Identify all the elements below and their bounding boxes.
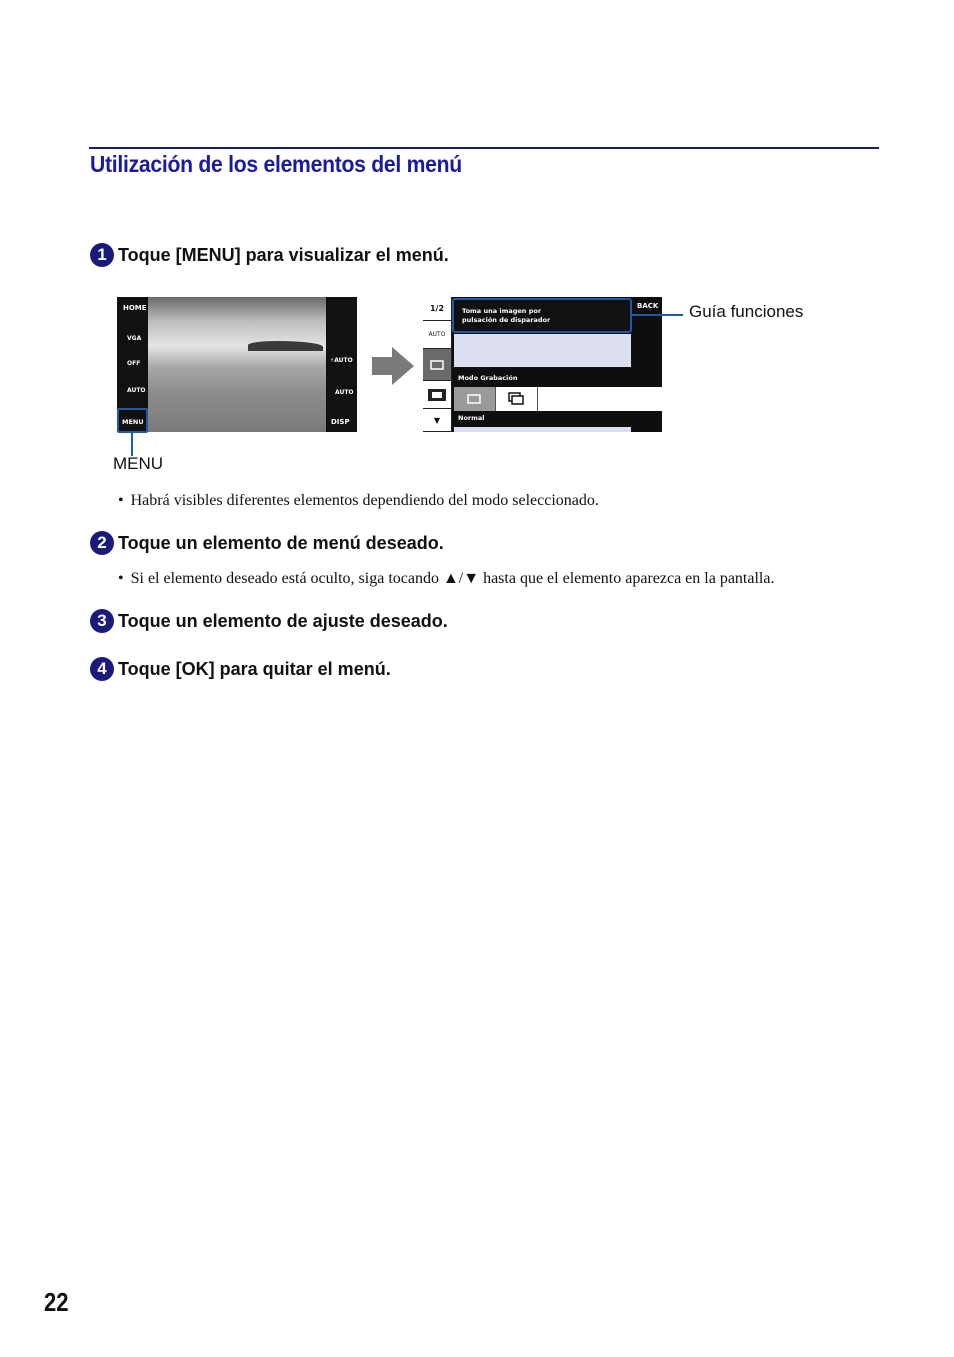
heading-rule xyxy=(89,147,879,149)
bottom-strip xyxy=(454,427,631,432)
image-size-icon[interactable]: VGA xyxy=(127,335,142,342)
note-1 xyxy=(118,492,599,510)
beach-photo xyxy=(148,297,326,432)
page-number: 22 xyxy=(44,1287,69,1317)
guide-line-1: Toma una imagen por xyxy=(462,307,542,315)
single-frame-icon xyxy=(467,394,481,404)
guide-line-2: pulsación de disparador xyxy=(462,316,551,324)
step-4 xyxy=(90,657,391,681)
step-2 xyxy=(90,531,444,555)
bullet: • xyxy=(118,570,124,587)
step-3 xyxy=(90,609,448,633)
scene-auto-item[interactable]: AUTO xyxy=(423,321,451,349)
horizon-land xyxy=(248,341,323,351)
camera-screen-shooting xyxy=(117,297,357,432)
right-arrow-icon xyxy=(372,347,414,385)
option-row xyxy=(454,387,662,411)
step-3-text: Toque un elemento de ajuste deseado. xyxy=(118,610,448,631)
note-2-text: Si el elemento deseado está oculto, siga tocando ▲/▼ hasta que el elemento aparezca en la pantalla. xyxy=(130,570,775,587)
menu-callout-label: MENU xyxy=(113,454,164,473)
option-normal[interactable] xyxy=(454,387,496,411)
image-size-icon xyxy=(427,387,447,403)
disp-button[interactable]: DISP xyxy=(331,418,350,426)
note-1-text: Habrá visibles diferentes elementos dependiendo del modo seleccionado. xyxy=(130,492,599,509)
option-burst[interactable] xyxy=(496,387,538,411)
back-button[interactable]: BACK xyxy=(637,302,659,310)
guide-callout-label: Guía funciones xyxy=(689,302,804,321)
menu-highlight xyxy=(117,408,148,433)
step-number-1: 1 xyxy=(90,243,114,267)
guide-area xyxy=(454,334,631,367)
section-title: Utilización de los elementos del menú xyxy=(90,151,462,177)
right-button-bar xyxy=(327,297,357,432)
menu-callout-line xyxy=(131,431,133,456)
scroll-down-button[interactable]: ▼ xyxy=(423,409,451,432)
burst-frames-icon xyxy=(508,392,524,406)
note-2 xyxy=(118,570,774,588)
bullet: • xyxy=(118,492,124,509)
flash-auto-icon[interactable]: ⚡AUTO xyxy=(330,357,353,364)
menu-button[interactable]: MENU xyxy=(122,418,144,426)
selected-option-label: Normal xyxy=(458,414,485,422)
guide-callout-line xyxy=(631,314,683,316)
step-4-text: Toque [OK] para quitar el menú. xyxy=(118,658,391,679)
home-button[interactable]: HOME xyxy=(123,304,147,312)
scene-auto-icon[interactable]: AUTO xyxy=(127,387,146,394)
mode-title: Modo Grabación xyxy=(458,374,518,382)
rec-mode-item[interactable] xyxy=(423,349,451,381)
step-2-text: Toque un elemento de menú deseado. xyxy=(118,532,444,553)
step-number-3: 3 xyxy=(90,609,114,633)
image-size-item[interactable] xyxy=(423,381,451,409)
guide-highlight xyxy=(452,298,632,333)
single-shot-icon xyxy=(430,360,444,370)
page-indicator: 1/2 xyxy=(423,297,451,321)
macro-auto-icon[interactable]: AUTO xyxy=(335,389,354,396)
step-number-2: 2 xyxy=(90,531,114,555)
menu-side-column xyxy=(423,297,452,432)
self-timer-icon[interactable]: OFF xyxy=(127,360,141,367)
step-1 xyxy=(90,243,449,267)
step-1-text: Toque [MENU] para visualizar el menú. xyxy=(118,244,449,265)
step-number-4: 4 xyxy=(90,657,114,681)
